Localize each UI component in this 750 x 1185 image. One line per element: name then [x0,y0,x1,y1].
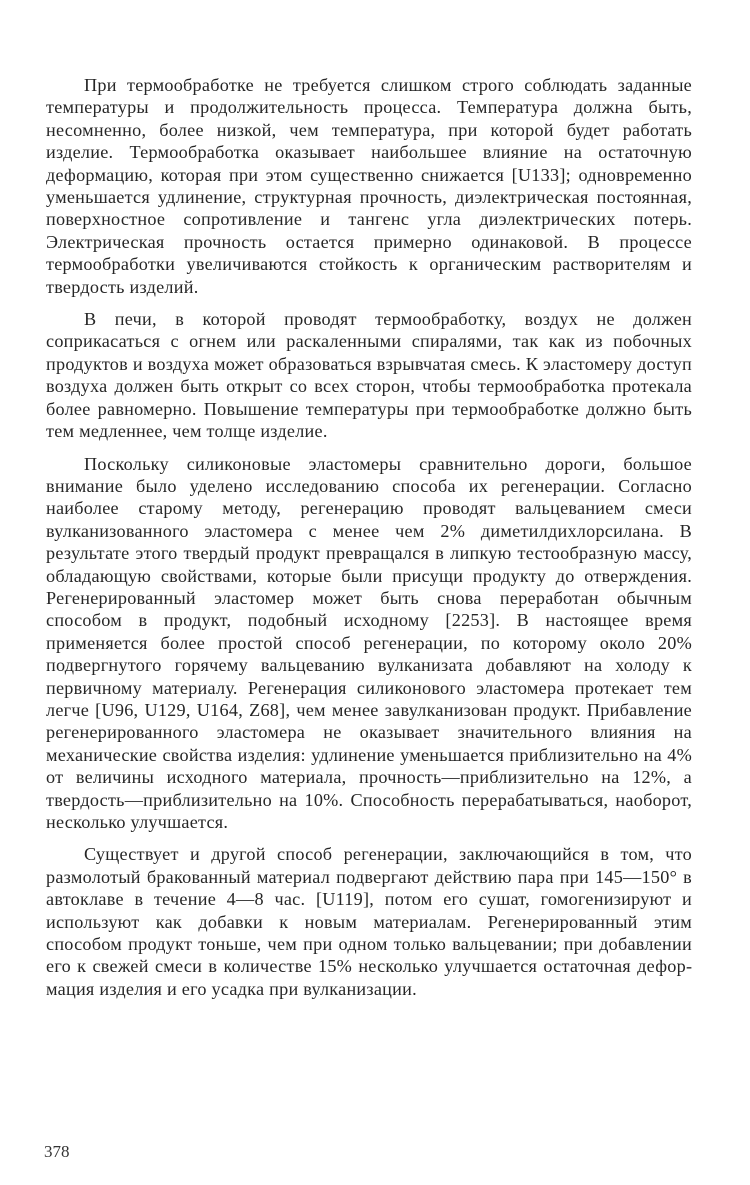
page-number: 378 [44,1142,70,1161]
page-text-body [46,74,692,1010]
paragraph-oven-conditions: В печи, в которой проводят термообработку, воздух не должен соприкасаться с огнем или раскаленными спиралями, так как из побочных продуктов и воздуха может образоваться взрывчатая смесь. К эластомеру доступ воздуха должен быть открыт со всех сторон, чтобы термообработка протекала более равномерно. Повышение температуры при термообработке должно быть тем медленнее, чем толще изделие. [46,309,692,442]
paragraph-heat-treatment: При термообработке не требуется слишком строго соблюдать заданные температуры и продолжительность процесса. Температура должна быть, несомненно, более низкой, чем температура, при которой будет работать изделие. Термообработка оказывает наибольшее влияние на остаточную деформацию, которая при этом существенно снижается [U133]; одновременно уменьшается удлинение, структурная прочность, диэлектрическая постоянная, поверхностное сопротивление и тангенс угла диэлектрических потерь. Электрическая прочность остается примерно одинаковой. В процессе термообработки увеличиваются стойкость к органическим растворителям и твердость изделий. [46,75,692,297]
paragraph-regeneration-methods: Поскольку силиконовые эластомеры сравнительно дороги, большое внимание было уделено исследованию способа их регенерации. Согласно наиболее старому методу, регенерацию проводят вальцеванием смеси вулканизованного эластомера с менее чем 2% диметилдихлорсилана. В результате этого твердый продукт превращался в липкую тестообразную массу, обладающую свойствами, которые были присущи продукту до отверждения. Регенерированный эластомер может быть снова переработан обычным способом в продукт, подобный исходному [2253]. В настоящее время применяется более простой способ регенерации, по которому около 20% подвергнутого горячему вальцеванию вулканизата добавляют на холоду к первичному материалу. Регенерация силиконового эластомера протекает тем легче [U96, U129, U164, Z68], чем менее завулканизован продукт. Прибавление регенерированного эластомера не оказывает значительного влияния на механические свойства изделия: удлинение уменьшается приблизительно на 4% от величины исходного материала, прочность—приблизительно на 12%, а твердость—приблизительно на 10%. Способность перерабатываться, наоборот, несколько улучшается. [46,453,692,832]
paragraph-steam-regeneration: Существует и другой способ регенерации, заключающийся в том, что размолотый бракованный материал подвергают действию пара при 145—150° в автоклаве в течение 4—8 час. [U119], потом его сушат, гомогенизируют и используют как добавки к новым материалам. Регенерированный этим способом продукт тоньше, чем при одном только вальцевании; при добавлении его к свежей смеси в количестве 15% несколько улучшается остаточная деформация изделия и его усадка при вулканизации. [46,844,692,999]
